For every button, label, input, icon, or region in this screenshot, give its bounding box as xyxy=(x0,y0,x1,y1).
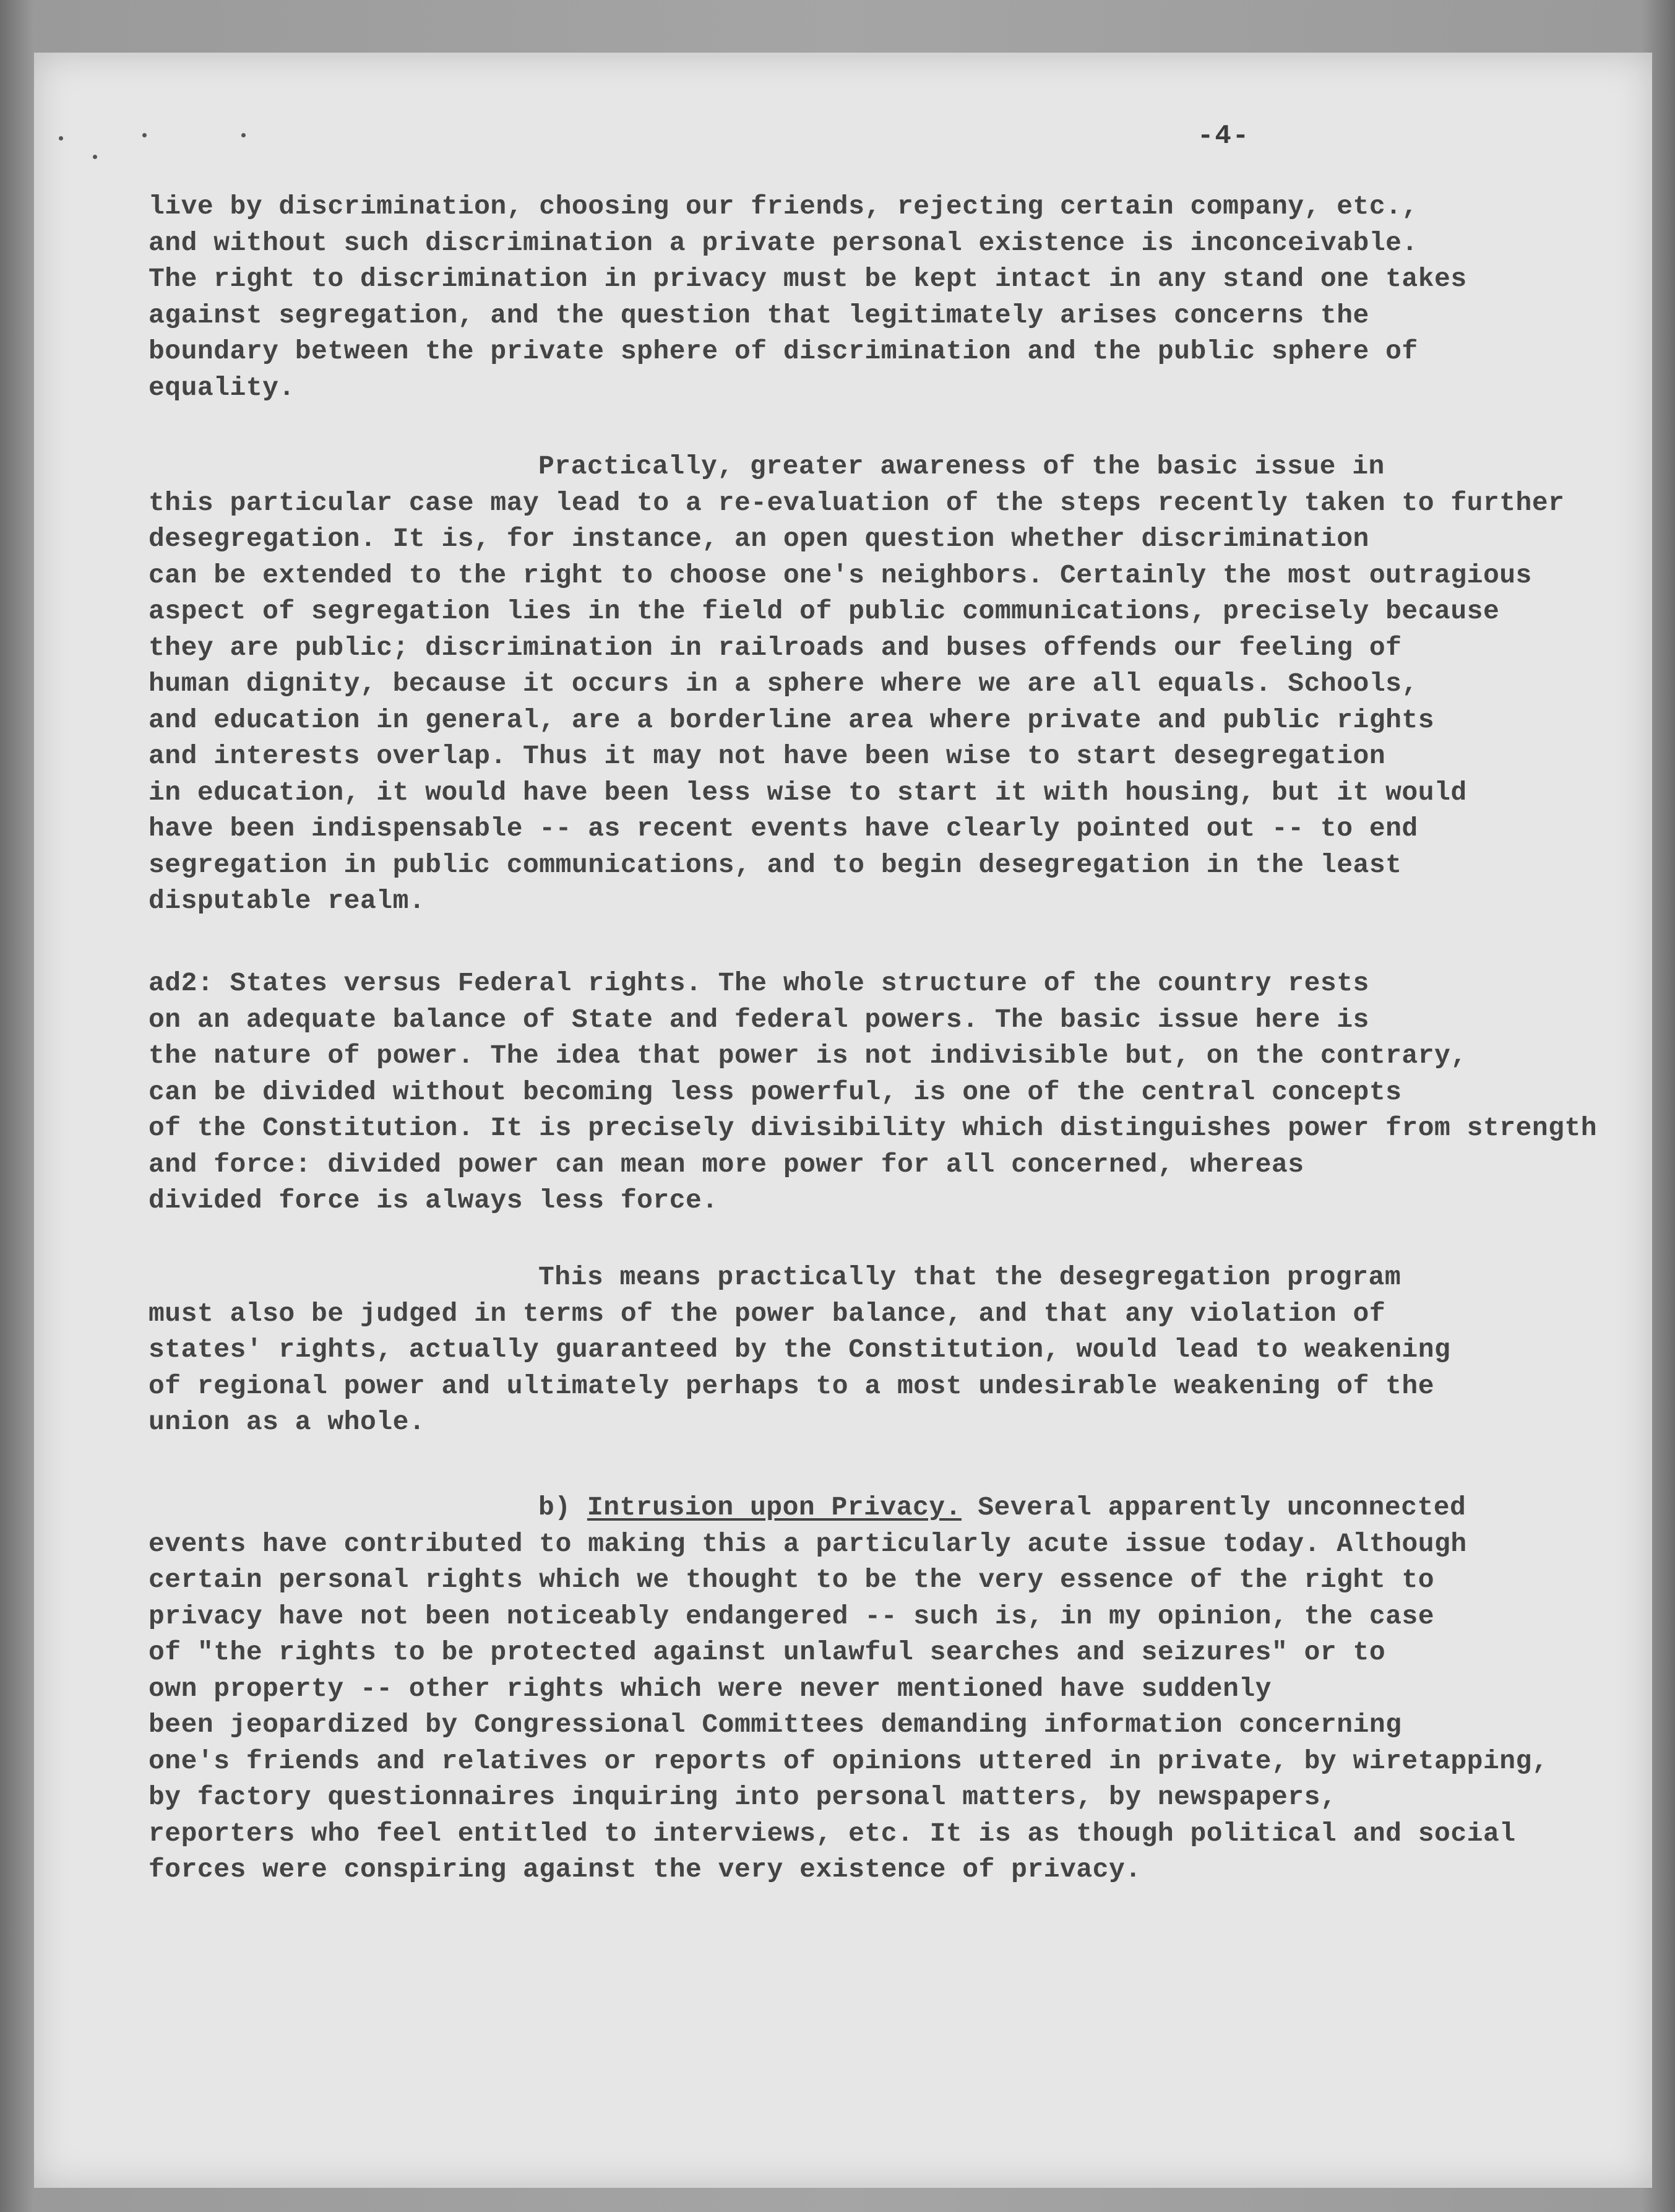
paragraph-discrimination-privacy xyxy=(149,189,1590,406)
text-line: Several apparently unconnected xyxy=(978,1492,1466,1523)
text-line: segregation in public communications, and to begin desegregation in the least xyxy=(149,849,1402,880)
text-line: own property -- other rights which were never mentioned have suddenly xyxy=(149,1673,1272,1704)
text-line: and force: divided power can mean more power for all concerned, whereas xyxy=(149,1149,1304,1180)
text-line: union as a whole. xyxy=(149,1407,426,1437)
text-line: live by discrimination, choosing our friends, rejecting certain company, etc., xyxy=(149,191,1418,222)
text-line: divided force is always less force. xyxy=(149,1185,718,1216)
paragraph-states-federal-rights xyxy=(149,966,1598,1219)
text-line: can be divided without becoming less powerful, is one of the central concepts xyxy=(149,1076,1402,1107)
scan-speck xyxy=(142,133,147,137)
section-heading: Intrusion upon Privacy. xyxy=(587,1492,962,1523)
text-line: one's friends and relatives or reports of opinions uttered in private, by wiretapping, xyxy=(149,1745,1549,1776)
text-line: of regional power and ultimately perhaps to a most undesirable weakening of the xyxy=(149,1370,1435,1401)
text-line: against segregation, and the question that legitimately arises concerns the xyxy=(149,300,1369,331)
section-heading-line xyxy=(149,1490,1590,1526)
scan-speck xyxy=(241,133,246,137)
text-line: certain personal rights which we thought to be the very essence of the right to xyxy=(149,1565,1435,1595)
text-line: reporters who feel entitled to interviews, etc. It is as though political and social xyxy=(149,1818,1516,1849)
text-line: have been indispensable -- as recent events have clearly pointed out -- to end xyxy=(149,813,1418,844)
text-line: and without such discrimination a private personal existence is inconceivable. xyxy=(149,227,1418,258)
text-line: The right to discrimination in privacy must be kept intact in any stand one takes xyxy=(149,264,1467,294)
text-line: disputable realm. xyxy=(149,886,426,916)
text-line: and interests overlap. Thus it may not have been wise to start desegregation xyxy=(149,741,1386,771)
text-line: privacy have not been noticeably endangered -- such is, in my opinion, the case xyxy=(149,1601,1435,1631)
text-line: been jeopardized by Congressional Committees demanding information concerning xyxy=(149,1709,1402,1740)
scan-speck xyxy=(93,155,97,159)
text-line: of "the rights to be protected against unlawful searches and seizures" or to xyxy=(149,1637,1386,1667)
text-line: they are public; discrimination in railroads and buses offends our feeling of xyxy=(149,632,1402,663)
text-line: this particular case may lead to a re-evaluation of the steps recently taken to further xyxy=(149,487,1565,518)
text-line: the nature of power. The idea that power is not indivisible but, on the contrary, xyxy=(149,1040,1467,1071)
page-number: -4- xyxy=(1197,121,1251,152)
text-line: events have contributed to making this a particularly acute issue today. Although xyxy=(149,1528,1467,1559)
text-line: must also be judged in terms of the power balance, and that any violation of xyxy=(149,1298,1386,1329)
text-line: equality. xyxy=(149,372,295,403)
paragraph-desegregation-steps xyxy=(149,449,1590,920)
text-line: on an adequate balance of State and federal powers. The basic issue here is xyxy=(149,1004,1369,1035)
text-line: in education, it would have been less wise to start it with housing, but it would xyxy=(149,777,1467,808)
text-line: boundary between the private sphere of discrimination and the public sphere of xyxy=(149,336,1418,366)
text-line: ad2: States versus Federal rights. The whole structure of the country rests xyxy=(149,968,1369,998)
paragraph-power-balance xyxy=(149,1259,1590,1441)
scan-speck xyxy=(59,136,63,140)
text-line: desegregation. It is, for instance, an open question whether discrimination xyxy=(149,524,1369,554)
text-line: aspect of segregation lies in the field of public communications, precisely because xyxy=(149,596,1500,626)
paragraph-intrusion-upon-privacy xyxy=(149,1490,1590,1888)
section-marker: b) xyxy=(538,1492,571,1523)
text-line: and education in general, are a borderline area where private and public rights xyxy=(149,704,1435,735)
text-line: human dignity, because it occurs in a sphere where we are all equals. Schools, xyxy=(149,668,1418,699)
text-line: states' rights, actually guaranteed by the Constitution, would lead to weakening xyxy=(149,1334,1451,1365)
text-line: by factory questionnaires inquiring into personal matters, by newspapers, xyxy=(149,1782,1337,1812)
text-line: of the Constitution. It is precisely divisibility which distinguishes power from strength xyxy=(149,1113,1598,1143)
text-line: This means practically that the desegregation program xyxy=(538,1262,1402,1292)
text-line: forces were conspiring against the very existence of privacy. xyxy=(149,1854,1142,1885)
text-line: can be extended to the right to choose one's neighbors. Certainly the most outragious xyxy=(149,559,1532,590)
text-line: Practically, greater awareness of the basic issue in xyxy=(538,451,1385,482)
